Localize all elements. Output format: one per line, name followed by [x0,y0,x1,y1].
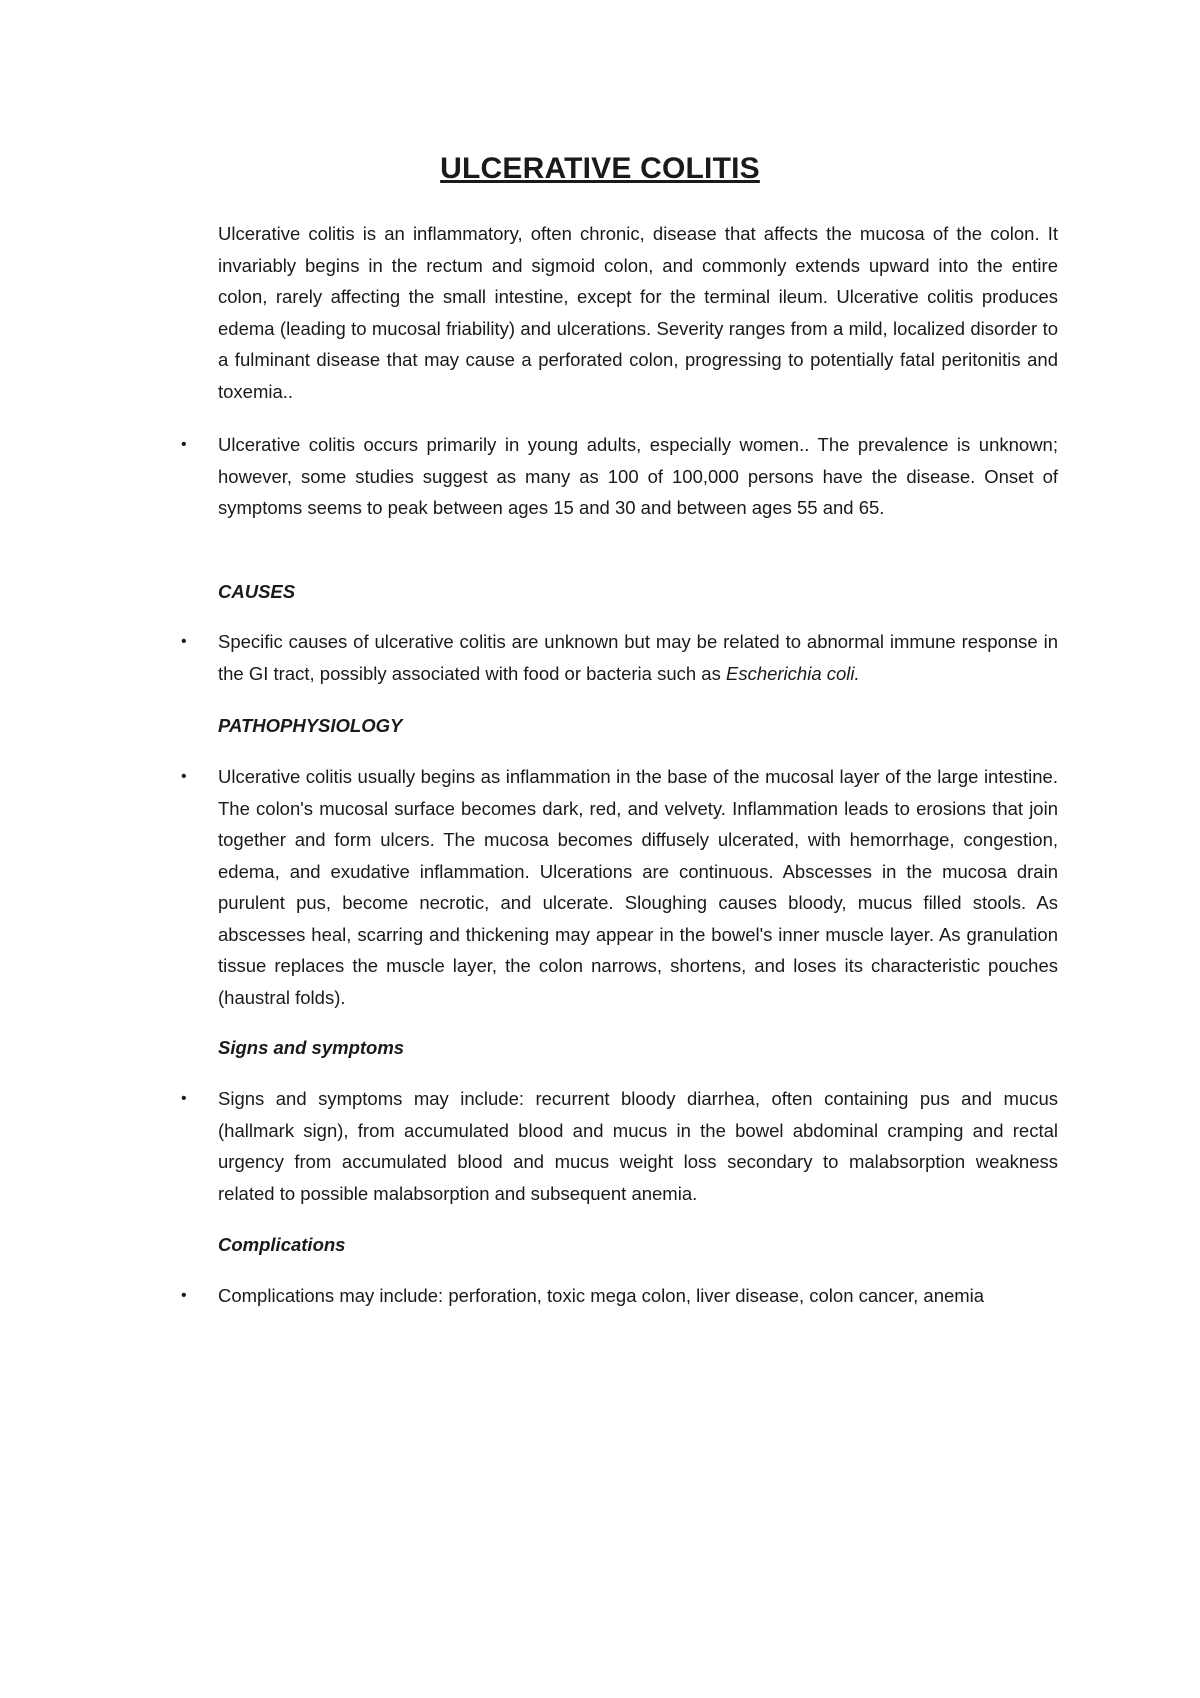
signs-heading: Signs and symptoms [218,1037,405,1058]
bullet-causes: • [181,633,187,650]
causes-text: Specific causes of ulcerative colitis are unknown but may be related to abnormal immune response in the GI tract, possibly associated with food or bacteria such as [218,631,1058,684]
causes-heading: CAUSES [218,581,296,602]
complications-paragraph: Complications may include: perforation, toxic mega colon, liver disease, colon cancer, anemia [218,1285,985,1306]
bullet-signs: • [181,1090,187,1107]
signs-paragraph: Signs and symptoms may include: recurrent bloody diarrhea, often containing pus and mucus (hallmark sign), from accumulated blood and mucus in the bowel abdominal cramping and rectal urgency from accumulated blood and mucus weight loss secondary to malabsorption weakness related to possible malabsorption and subsequent anemia. [218,1088,1058,1204]
complications-heading: Complications [218,1234,346,1255]
intro-paragraph: Ulcerative colitis is an inflammatory, often chronic, disease that affects the mucosa of the colon. It invariably begins in the rectum and sigmoid colon, and commonly extends upward into the entire colon, rarely affecting the small intestine, except for the terminal ileum. Ulcerative colitis produces edema (leading to mucosal friability) and ulcerations. Severity ranges from a mild, localized disorder to a fulminant disease that may cause a perforated colon, progressing to potentially fatal peritonitis and toxemia.. [218,223,1058,402]
epidemiology-paragraph: Ulcerative colitis occurs primarily in young adults, especially women.. The prevalence is unknown; however, some studies suggest as many as 100 of 100,000 persons have the disease. Onset of symptoms seems to peak between ages 15 and 30 and between ages 55 and 65. [218,434,1058,518]
causes-paragraph [218,626,1058,689]
pathophysiology-heading: PATHOPHYSIOLOGY [218,715,403,736]
pathophysiology-paragraph: Ulcerative colitis usually begins as inflammation in the base of the mucosal layer of the large intestine. The colon's mucosal surface becomes dark, red, and velvety. Inflammation leads to erosions that join together and form ulcers. The mucosa becomes diffusely ulcerated, with hemorrhage, congestion, edema, and exudative inflammation. Ulcerations are continuous. Abscesses in the mucosa drain purulent pus, become necrotic, and ulcerate. Sloughing causes bloody, mucus filled stools. As abscesses heal, scarring and thickening may appear in the bowel's inner muscle layer. As granulation tissue replaces the muscle layer, the colon narrows, shortens, and loses its characteristic pouches (haustral folds). [218,766,1058,1008]
causes-organism: Escherichia coli. [725,662,860,684]
bullet-pathophysiology: • [181,768,187,785]
document-title: ULCERATIVE COLITIS [440,152,760,185]
bullet-complications: • [181,1287,187,1304]
bullet-epidemiology: • [181,436,187,453]
